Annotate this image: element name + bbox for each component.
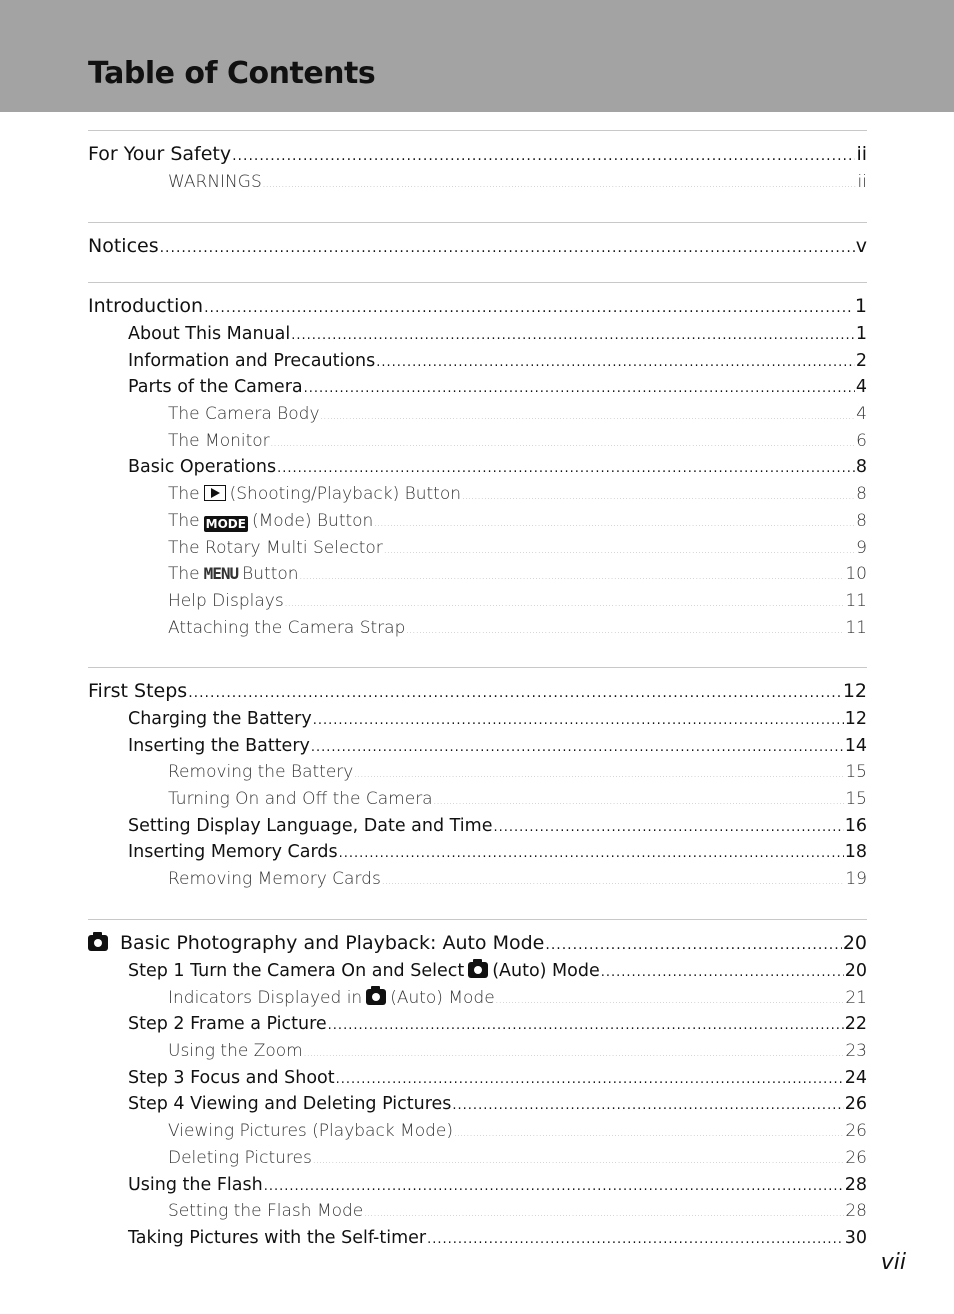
toc-entry-text: Step 2 Frame a Picture [128, 1014, 327, 1035]
mode-icon: MODE [205, 516, 246, 531]
toc-entry[interactable] [88, 454, 867, 481]
toc-entry-page: v [855, 235, 867, 257]
toc-entry-title [168, 535, 383, 562]
toc-entry-page: 8 [855, 457, 867, 478]
toc-entry-title [128, 958, 600, 985]
toc-entry-title [168, 615, 405, 642]
toc-entry-page: 9 [856, 537, 867, 558]
toc-entry[interactable] [88, 1145, 867, 1172]
toc-entry-title [168, 1118, 453, 1145]
toc-entry-title [168, 786, 433, 813]
toc-entry-page: 2 [855, 350, 867, 371]
toc-entry-text: Setting Display Language, Date and Time [128, 815, 493, 836]
toc-entry[interactable] [88, 1091, 867, 1118]
toc-entry-title [168, 588, 284, 615]
toc-entry-text: About This Manual [128, 324, 291, 344]
dot-leader [454, 1121, 844, 1148]
toc-entry-text-post: (Auto) Mode [492, 961, 600, 981]
toc-entry[interactable] [88, 813, 867, 840]
toc-entry[interactable] [88, 615, 867, 642]
toc-entry-page: 21 [845, 987, 867, 1008]
toc-entry[interactable] [88, 1198, 867, 1225]
dot-leader [374, 511, 855, 538]
toc-entry[interactable] [88, 535, 867, 562]
toc-entry-text-pre: The [168, 484, 200, 505]
toc-entry-text-post: (Shooting/Playback) Button [229, 484, 462, 505]
table-of-contents [88, 130, 867, 1252]
toc-entry[interactable] [88, 839, 867, 866]
toc-entry-title [128, 321, 290, 348]
toc-section-notices [88, 222, 867, 282]
toc-entry-page: 18 [844, 842, 867, 863]
dot-leader [300, 564, 845, 591]
toc-entry-text-pre: The [168, 564, 200, 585]
toc-entry-text: Removing Memory Cards [168, 869, 381, 890]
toc-entry-text: Attaching the Camera Strap [168, 617, 406, 638]
dot-leader [376, 350, 855, 377]
header-bar [0, 0, 954, 112]
toc-entry-page: 26 [845, 1147, 867, 1168]
dot-leader [496, 988, 845, 1015]
toc-entry-page: 8 [856, 484, 867, 505]
toc-entry-text: For Your Safety [88, 143, 232, 165]
toc-entry[interactable] [88, 481, 867, 508]
toc-entry-title [128, 1065, 335, 1092]
toc-entry-text: Help Displays [168, 590, 284, 611]
dot-leader [271, 431, 856, 458]
toc-entry-title [168, 985, 495, 1012]
toc-entry[interactable] [88, 1011, 867, 1038]
toc-entry-title [88, 291, 203, 321]
toc-entry-text: Taking Pictures with the Self-timer [128, 1227, 427, 1248]
toc-entry-text-pre: Indicators Displayed in [168, 987, 363, 1008]
toc-entry-text-post: (Auto) Mode [390, 987, 495, 1008]
toc-section-first-steps [88, 667, 867, 919]
toc-entry-text-post: Button [242, 564, 299, 585]
toc-entry-text: The Rotary Multi Selector [168, 537, 383, 558]
page-title: Table of Contents [88, 56, 376, 91]
dot-leader [291, 323, 855, 350]
toc-entry[interactable] [88, 759, 867, 786]
toc-entry-text: Removing the Battery [168, 762, 354, 783]
toc-entry[interactable] [88, 428, 867, 455]
toc-entry-text: Basic Photography and Playback: Auto Mode [120, 932, 545, 954]
toc-entry-title [88, 139, 231, 169]
toc-entry[interactable] [88, 706, 867, 733]
dot-leader [328, 1013, 844, 1040]
toc-entry-text: First Steps [88, 680, 188, 702]
dot-leader [601, 960, 844, 987]
toc-entry-title [128, 706, 312, 733]
page-number: vii [880, 1250, 906, 1275]
toc-entry-page: 28 [845, 1201, 867, 1222]
camera-icon [88, 935, 108, 951]
toc-entry-title [168, 508, 373, 535]
toc-entry-text: Notices [88, 235, 159, 257]
toc-entry-page: 14 [844, 735, 867, 756]
toc-entry-page: 1 [854, 295, 867, 317]
toc-entry-title [88, 676, 187, 706]
toc-entry-text: The Monitor [168, 430, 270, 451]
dot-leader [384, 538, 855, 565]
toc-entry-title [168, 1038, 303, 1065]
dot-leader [462, 484, 855, 511]
dot-leader [313, 1148, 845, 1175]
toc-entry[interactable] [88, 1172, 867, 1199]
toc-entry[interactable] [88, 786, 867, 813]
toc-entry-title [128, 348, 375, 375]
toc-entry-text: Turning On and Off the Camera [168, 789, 433, 810]
toc-entry-page: 20 [842, 932, 867, 954]
dot-leader [427, 1227, 844, 1254]
dot-leader [545, 930, 841, 960]
toc-entry[interactable] [88, 374, 867, 401]
toc-entry[interactable] [88, 1225, 867, 1252]
toc-entry-page: 11 [845, 590, 867, 611]
toc-entry-page: 23 [845, 1041, 867, 1062]
camera-icon [468, 962, 488, 978]
toc-section-safety [88, 130, 867, 222]
dot-leader [354, 762, 844, 789]
toc-entry-text-pre: Step 1 Turn the Camera On and Select [128, 961, 465, 981]
dot-leader [311, 735, 844, 762]
toc-entry[interactable] [88, 866, 867, 893]
toc-entry-text: Using the Zoom [168, 1041, 303, 1062]
toc-entry-title [168, 866, 381, 893]
toc-entry-page: 30 [844, 1227, 867, 1248]
toc-entry-text: Introduction [88, 295, 204, 317]
dot-leader [434, 789, 845, 816]
toc-entry-title [168, 1198, 363, 1225]
toc-entry-title [128, 454, 276, 481]
dot-leader [313, 708, 844, 735]
toc-entry-title [128, 1091, 451, 1118]
toc-entry[interactable] [88, 1038, 867, 1065]
toc-entry-title [88, 928, 544, 958]
dot-leader [382, 869, 845, 896]
toc-entry-page: 20 [844, 961, 867, 981]
toc-entry-title [168, 428, 270, 455]
toc-entry[interactable] [88, 733, 867, 760]
toc-entry-title [168, 759, 353, 786]
toc-entry[interactable] [88, 958, 867, 985]
dot-leader [452, 1093, 843, 1120]
menu-icon: MENU [203, 564, 239, 584]
dot-leader [277, 456, 855, 483]
dot-leader [493, 815, 843, 842]
toc-entry[interactable] [88, 588, 867, 615]
toc-entry-page: 11 [845, 617, 867, 638]
dot-leader [321, 404, 856, 431]
toc-entry[interactable] [88, 1065, 867, 1092]
toc-entry-title [128, 839, 338, 866]
toc-entry-text: The Camera Body [168, 404, 320, 425]
toc-entry-title [128, 1011, 327, 1038]
toc-entry-text: Using the Flash [128, 1174, 263, 1195]
dot-leader [285, 591, 845, 618]
toc-entry-title [128, 1225, 426, 1252]
dot-leader [304, 1041, 845, 1068]
toc-entry-text-pre: The [168, 510, 200, 531]
toc-entry-title [168, 401, 320, 428]
toc-entry-page: 26 [845, 1121, 867, 1142]
toc-entry-page: 19 [845, 869, 867, 890]
toc-entry-page: 12 [842, 680, 867, 702]
toc-entry-page: 6 [856, 430, 867, 451]
toc-entry-title [168, 169, 262, 196]
toc-entry-page: 12 [844, 709, 867, 729]
toc-entry[interactable] [88, 348, 867, 375]
toc-entry[interactable] [88, 169, 867, 196]
dot-leader [364, 1201, 844, 1228]
toc-section-auto-mode [88, 919, 867, 1252]
toc-entry[interactable] [88, 321, 867, 348]
toc-entry-page: 4 [855, 377, 867, 398]
dot-leader [204, 293, 854, 323]
toc-entry[interactable] [88, 985, 867, 1012]
toc-entry[interactable] [88, 676, 867, 706]
toc-entry-page: 16 [844, 815, 867, 836]
toc-entry-text: Step 3 Focus and Shoot [128, 1067, 335, 1088]
toc-entry[interactable] [88, 1118, 867, 1145]
toc-entry-title [128, 733, 310, 760]
toc-entry[interactable] [88, 139, 867, 169]
toc-entry-title [88, 231, 159, 261]
dot-leader [160, 233, 855, 263]
toc-entry-page: ii [856, 143, 867, 165]
dot-leader [336, 1067, 844, 1094]
toc-entry[interactable] [88, 291, 867, 321]
toc-entry-text: Step 4 Viewing and Deleting Pictures [128, 1094, 452, 1115]
toc-entry-title [128, 374, 303, 401]
dot-leader [339, 841, 844, 868]
toc-entry-text: Charging the Battery [128, 709, 312, 729]
toc-entry-page: 28 [844, 1174, 867, 1195]
toc-entry-title [128, 813, 492, 840]
toc-entry-text: Inserting Memory Cards [128, 842, 338, 863]
toc-entry-text: Information and Precautions [128, 350, 376, 371]
toc-entry-text: Parts of the Camera [128, 377, 303, 398]
toc-entry[interactable] [88, 401, 867, 428]
toc-entry-page: 15 [845, 789, 867, 810]
toc-entry-page: 10 [845, 564, 867, 585]
toc-entry-page: 15 [845, 762, 867, 783]
toc-entry[interactable] [88, 231, 867, 261]
toc-entry-page: 4 [856, 404, 867, 425]
toc-entry-text: WARNINGS [168, 172, 262, 192]
toc-entry-page: 24 [844, 1067, 867, 1088]
toc-entry[interactable] [88, 561, 867, 588]
playback-icon [204, 485, 226, 501]
toc-entry-title [128, 1172, 263, 1199]
toc-entry-text: Inserting the Battery [128, 735, 310, 756]
toc-entry-page: 26 [844, 1094, 867, 1115]
dot-leader [263, 172, 857, 199]
toc-entry[interactable] [88, 508, 867, 535]
dot-leader [232, 141, 855, 171]
dot-leader [264, 1174, 844, 1201]
dot-leader [304, 376, 855, 403]
dot-leader [188, 678, 842, 708]
toc-entry-title [168, 481, 461, 508]
toc-entry-page: ii [857, 172, 867, 192]
toc-section-introduction [88, 282, 867, 667]
camera-icon [366, 989, 386, 1005]
toc-entry[interactable] [88, 928, 867, 958]
toc-entry-text: Deleting Pictures [168, 1147, 312, 1168]
toc-entry-page: 1 [855, 324, 867, 344]
toc-entry-title [168, 1145, 312, 1172]
toc-entry-text: Viewing Pictures (Playback Mode) [168, 1121, 454, 1142]
toc-entry-page: 22 [844, 1014, 867, 1035]
toc-entry-text-post: (Mode) Button [251, 510, 374, 531]
dot-leader [406, 618, 844, 645]
toc-entry-text: Basic Operations [128, 457, 277, 478]
toc-entry-text: Setting the Flash Mode [168, 1201, 364, 1222]
toc-entry-title [168, 561, 299, 588]
toc-entry-page: 8 [856, 510, 867, 531]
